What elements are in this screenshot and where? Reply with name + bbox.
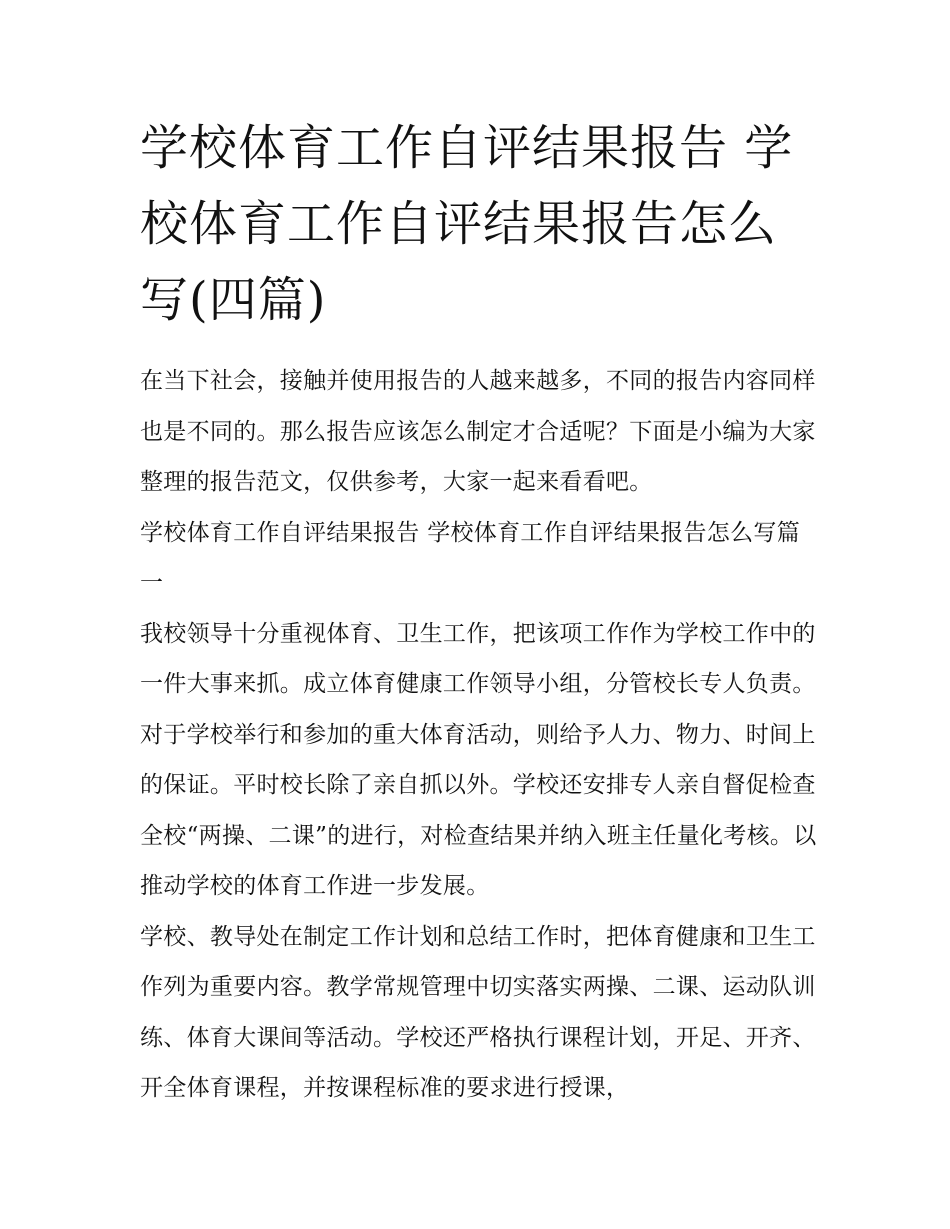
section-heading: 学校体育工作自评结果报告 学校体育工作自评结果报告怎么写篇一 bbox=[140, 519, 801, 596]
intro-paragraph: 在当下社会，接触并使用报告的人越来越多，不同的报告内容同样也是不同的。那么报告应该怎么制定才合适呢？下面是小编为大家整理的报告范文，仅供参考，大家一起来看看吧。 bbox=[140, 368, 816, 495]
body-paragraph: 我校领导十分重视体育、卫生工作，把该项工作作为学校工作中的一件大事来抓。成立体育健康工作领导小组，分管校长专人负责。对于学校举行和参加的重大体育活动，则给予人力、物力、时间上的保证。平时校长除了亲自抓以外。学校还安排专人亲自督促检查全校“两操、二课”的进行，对检查结果并纳入班主任量化考核。以推动学校的体育工作进一步发展。 bbox=[140, 620, 817, 899]
document-title: 学校体育工作自评结果报告 学校体育工作自评结果报告怎么写(四篇) bbox=[140, 120, 794, 328]
document-page bbox=[140, 110, 820, 1114]
body-paragraph: 学校、教导处在制定工作计划和总结工作时，把体育健康和卫生工作列为重要内容。教学常规管理中切实落实两操、二课、运动队训练、体育大课间等活动。学校还严格执行课程计划，开足、开齐、开全体育课程，并按课程标准的要求进行授课， bbox=[140, 923, 816, 1101]
document-body bbox=[140, 356, 820, 1114]
